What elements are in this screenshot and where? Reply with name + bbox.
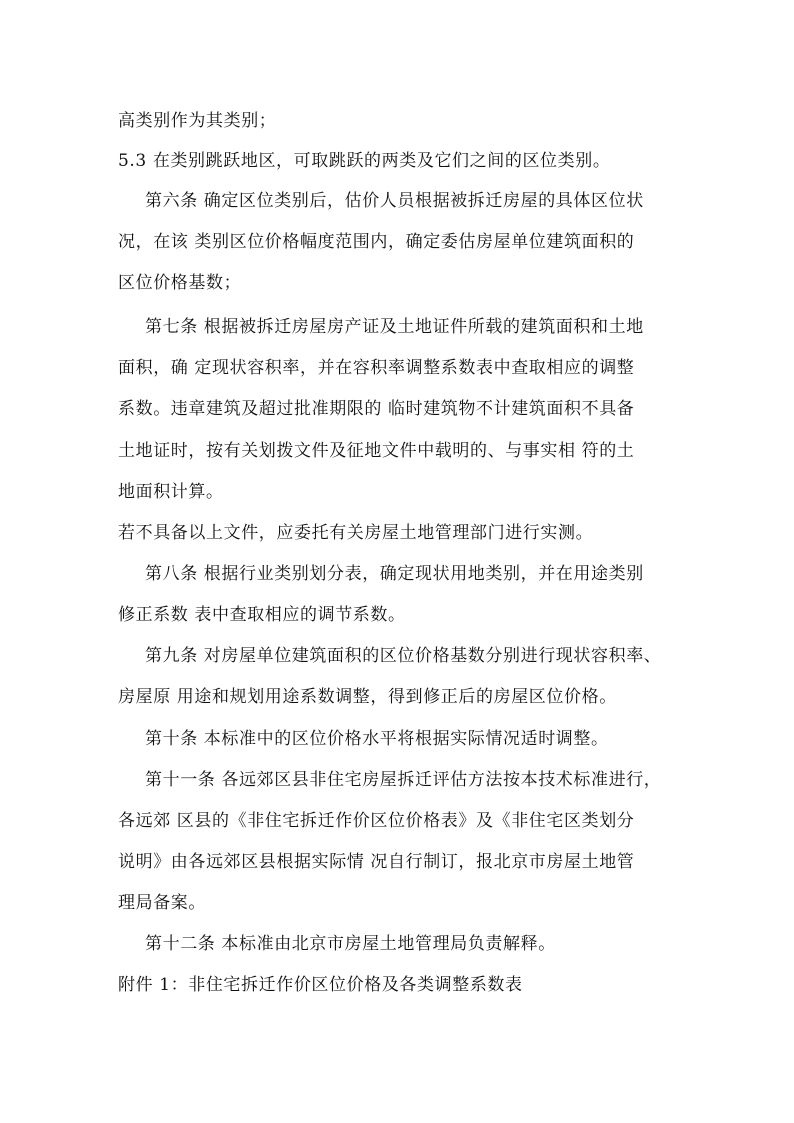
text-line-4: 况，在该 类别区位价格幅度范围内，确定委估房屋单位建筑面积的: [118, 232, 635, 252]
text-line-13: 修正系数 表中查取相应的调节系数。: [118, 605, 406, 625]
text-line-19: 说明》由各远郊区县根据实际情 况自行制订，报北京市房屋土地管: [118, 852, 635, 872]
text-line-5: 区位价格基数；: [118, 273, 242, 293]
text-line-9: 土地证时，按有关划拨文件及征地文件中载明的、与事实相 符的土: [118, 441, 635, 461]
text-line-22: 附件 1：非住宅拆迁作价区位价格及各类调整系数表: [118, 975, 523, 995]
text-line-2: 5.3 在类别跳跃地区，可取跳跃的两类及它们之间的区位类别。: [118, 151, 611, 171]
text-line-12: 第八条 根据行业类别划分表，确定现状用地类别，并在用途类别: [145, 564, 644, 584]
text-line-14: 第九条 对房屋单位建筑面积的区位价格基数分别进行现状容积率、: [145, 646, 662, 666]
text-line-20: 理局备案。: [118, 893, 206, 913]
text-line-11: 若不具备以上文件，应委托有关房屋土地管理部门进行实测。: [118, 523, 594, 543]
text-line-16: 第十条 本标准中的区位价格水平将根据实际情况适时调整。: [145, 729, 609, 749]
text-line-18: 各远郊 区县的《非住宅拆迁作价区位价格表》及《非住宅区类划分: [118, 811, 635, 831]
text-line-3: 第六条 确定区位类别后，估价人员根据被拆迁房屋的具体区位状: [145, 191, 644, 211]
text-line-17: 第十一条 各远郊区县非住宅房屋拆迁评估方法按本技术标准进行，: [145, 770, 662, 790]
text-line-10: 地面积计算。: [118, 482, 224, 502]
text-line-8: 系数。违章建筑及超过批准期限的 临时建筑物不计建筑面积不具备: [118, 399, 635, 419]
text-line-7: 面积，确 定现状容积率，并在容积率调整系数表中查取相应的调整: [118, 358, 635, 378]
text-line-21: 第十二条 本标准由北京市房屋土地管理局负责解释。: [145, 934, 556, 954]
text-line-6: 第七条 根据被拆迁房屋房产证及土地证件所载的建筑面积和土地: [145, 317, 644, 337]
text-line-15: 房屋原 用途和规划用途系数调整，得到修正后的房屋区位价格。: [118, 687, 617, 707]
text-line-1: 高类别作为其类别；: [118, 111, 277, 131]
